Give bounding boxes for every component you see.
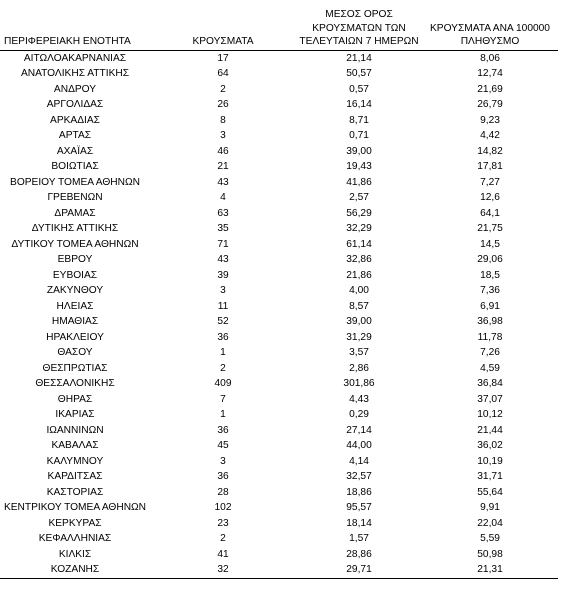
cell-regional-unit: ΑΝΑΤΟΛΙΚΗΣ ΑΤΤΙΚΗΣ [20,68,130,79]
table-row [0,190,558,206]
cell-regional-unit: ΕΥΒΟΙΑΣ [52,269,98,281]
table-row [0,454,558,470]
cell-regional-unit: ΑΝΔΡΟΥ [53,83,97,95]
cell-cases-per-100000: 55,64 [477,486,503,498]
cell-regional-unit: ΓΡΕΒΕΝΩΝ [47,192,103,203]
table-row [0,547,558,563]
cell-7day-average: 2,86 [349,362,369,374]
cell-7day-average: 39,00 [346,316,372,327]
cell-cases: 102 [214,502,232,513]
cell-cases: 35 [217,223,229,234]
cell-cases: 32 [150,562,296,578]
cell-regional-unit: ΙΩΑΝΝΙΝΩΝ [46,424,104,436]
cell-7day-average: 32,57 [346,471,372,482]
cell-cases: 36 [217,331,229,343]
cell-cases: 2 [220,83,226,95]
cell-7day-average: 95,57 [346,502,372,513]
cell-cases-per-100000: 12,6 [480,192,500,203]
cell-regional-unit: ΚΙΛΚΙΣ [58,548,92,560]
table-row [0,159,558,175]
table-row [0,82,558,98]
regional-cases-table [0,8,558,579]
table-row [0,531,558,547]
cell-7day-average: 27,14 [346,424,372,436]
table-row [0,252,558,268]
cell-regional-unit: ΒΟΙΩΤΙΑΣ [51,161,99,172]
cell-7day-average: 2,57 [349,192,369,203]
cell-7day-average: 32,86 [346,254,372,265]
cell-cases-per-100000: 22,04 [477,517,503,529]
cell-7day-average: 1,57 [349,533,369,544]
cell-regional-unit: ΗΛΕΙΑΣ [56,300,94,312]
cell-cases-per-100000: 36,84 [477,378,503,389]
cell-7day-average: 4,43 [349,393,369,405]
cell-cases-per-100000: 50,98 [477,548,503,560]
cell-cases-per-100000: 4,42 [480,130,500,141]
cell-cases: 39 [217,269,229,281]
table-row [0,66,558,82]
cell-cases-per-100000: 10,19 [477,455,503,467]
table-row [0,50,558,66]
table-row [0,361,558,377]
table-row [0,97,558,113]
cell-7day-average: 16,14 [346,99,372,110]
cell-cases-per-100000: 29,06 [477,254,503,265]
cell-cases-per-100000: 64,1 [480,207,500,219]
cell-cases-per-100000: 21,44 [477,424,503,436]
table-row [0,438,558,454]
cell-cases-per-100000: 37,07 [477,393,503,405]
cell-cases: 36 [217,424,229,436]
table-row [0,500,558,516]
cell-regional-unit: ΗΜΑΘΙΑΣ [51,316,99,327]
cell-cases-per-100000: 21,75 [477,223,503,234]
table-row [0,562,558,578]
table-row [0,283,558,299]
cell-7day-average: 41,86 [346,176,372,188]
cell-cases: 21 [217,161,229,172]
cell-7day-average: 32,29 [346,223,372,234]
cell-cases: 3 [220,285,226,296]
cell-cases-per-100000: 31,71 [477,471,503,482]
cell-cases-per-100000: 36,02 [477,440,503,451]
table-row [0,206,558,222]
cell-cases-per-100000: 9,23 [480,114,500,126]
cell-cases: 3 [220,130,226,141]
cell-cases: 4 [220,192,226,203]
cell-regional-unit: ΔΥΤΙΚΗΣ ΑΤΤΙΚΗΣ [31,223,119,234]
table-row [0,314,558,330]
cell-regional-unit: ΘΕΣΣΑΛΟΝΙΚΗΣ [35,378,115,389]
cell-cases: 409 [214,378,232,389]
cell-7day-average: 301,86 [343,378,375,389]
cell-7day-average: 0,29 [349,409,369,420]
table-row [0,299,558,315]
header-regional-unit: ΠΕΡΙΦΕΡΕΙΑΚΗ ΕΝΟΤΗΤΑ [0,8,150,50]
cell-cases-per-100000: 4,59 [480,362,500,374]
cell-7day-average: 56,29 [346,207,372,219]
cell-7day-average: 3,57 [349,347,369,358]
cell-7day-average: 28,86 [346,548,372,560]
table-row [0,237,558,253]
table-row [0,268,558,284]
cell-regional-unit: ΚΑΛΥΜΝΟΥ [46,455,104,467]
cell-7day-average: 8,57 [349,300,369,312]
cell-cases-per-100000: 14,5 [480,238,500,250]
table-row [0,330,558,346]
cell-cases-per-100000: 21,69 [477,83,503,95]
cell-cases-per-100000: 7,36 [480,285,500,296]
cell-regional-unit: ΚΕΦΑΛΛΗΝΙΑΣ [38,533,112,544]
table-row [0,469,558,485]
cell-cases-per-100000: 26,79 [477,99,503,110]
header-cases: ΚΡΟΥΣΜΑΤΑ [150,8,296,50]
cell-cases: 41 [217,548,229,560]
cell-7day-average: 31,29 [346,331,372,343]
cell-regional-unit: ΚΑΒΑΛΑΣ [51,440,99,451]
cell-cases-per-100000: 9,91 [480,502,500,513]
cell-7day-average: 19,43 [346,161,372,172]
table-row [0,175,558,191]
cell-cases: 64 [217,68,229,79]
table-header-row [0,8,558,50]
table-row [0,392,558,408]
cell-cases-per-100000: 36,98 [477,316,503,327]
cell-7day-average: 8,71 [349,114,369,126]
cell-cases: 3 [220,455,226,467]
cell-7day-average: 21,14 [346,52,372,64]
cell-7day-average: 0,71 [349,130,369,141]
cell-cases: 43 [217,176,229,188]
cell-7day-average: 4,00 [349,285,369,296]
table-body [0,50,558,578]
table-row [0,144,558,160]
table-row [0,128,558,144]
cell-7day-average: 39,00 [346,145,372,157]
cell-cases-per-100000: 8,06 [480,52,500,64]
table-row [0,485,558,501]
cell-regional-unit: ΑΧΑΪΑΣ [56,145,94,157]
cell-cases: 43 [217,254,229,265]
table-row [0,407,558,423]
cell-regional-unit: ΕΒΡΟΥ [57,254,93,265]
cell-cases-per-100000: 18,5 [480,269,500,281]
cell-regional-unit: ΚΟΖΑΝΗΣ [0,562,150,578]
cell-cases-per-100000: 5,59 [480,533,500,544]
cell-cases-per-100000: 6,91 [480,300,500,312]
cell-cases-per-100000: 12,74 [477,68,503,79]
cell-regional-unit: ΘΑΣΟΥ [57,347,93,358]
cell-cases-per-100000: 11,78 [477,331,503,343]
cell-regional-unit: ΚΕΡΚΥΡΑΣ [48,517,102,529]
table-row [0,113,558,129]
cell-cases: 63 [217,207,229,219]
cell-cases-per-100000: 7,27 [480,176,500,188]
cell-cases: 2 [220,533,226,544]
cell-regional-unit: ΖΑΚΥΝΘΟΥ [46,285,104,296]
cell-7day-average: 50,57 [346,68,372,79]
cell-regional-unit: ΘΗΡΑΣ [57,393,93,405]
cell-cases-per-100000: 21,31 [422,562,558,578]
cell-cases: 7 [220,393,226,405]
cell-regional-unit: ΙΚΑΡΙΑΣ [55,409,95,420]
header-7day-average: ΜΕΣΟΣ ΟΡΟΣ ΚΡΟΥΣΜΑΤΩΝ ΤΩΝ ΤΕΛΕΥΤΑΙΩΝ 7 ΗΜΕΡΩΝ [296,8,422,50]
cell-7day-average: 44,00 [346,440,372,451]
cell-cases: 71 [217,238,229,250]
cell-cases: 17 [217,52,229,64]
cell-7day-average: 18,86 [346,486,372,498]
cell-regional-unit: ΗΡΑΚΛΕΙΟΥ [46,331,104,343]
cell-regional-unit: ΔΥΤΙΚΟΥ ΤΟΜΕΑ ΑΘΗΝΩΝ [11,238,139,250]
cell-regional-unit: ΑΡΤΑΣ [58,130,92,141]
cell-cases: 36 [217,471,229,482]
cell-cases: 1 [220,347,226,358]
cell-regional-unit: ΑΡΓΟΛΙΔΑΣ [46,99,104,110]
cell-regional-unit: ΑΙΤΩΛΟΑΚΑΡΝΑΝΙΑΣ [23,52,127,64]
cell-cases: 23 [217,517,229,529]
table-row [0,376,558,392]
header-cases-per-100000: ΚΡΟΥΣΜΑΤΑ ΑΝΑ 100000 ΠΛΗΘΥΣΜΟ [422,8,558,50]
cell-cases: 8 [220,114,226,126]
cell-regional-unit: ΚΕΝΤΡΙΚΟΥ ΤΟΜΕΑ ΑΘΗΝΩΝ [3,502,147,513]
cell-regional-unit: ΑΡΚΑΔΙΑΣ [50,114,100,126]
table-row [0,221,558,237]
cell-7day-average: 29,71 [296,562,422,578]
cell-cases: 26 [217,99,229,110]
table-row [0,345,558,361]
cell-regional-unit: ΒΟΡΕΙΟΥ ΤΟΜΕΑ ΑΘΗΝΩΝ [10,176,140,188]
cell-regional-unit: ΔΡΑΜΑΣ [54,207,96,219]
cell-cases: 52 [217,316,229,327]
table-row [0,516,558,532]
cell-7day-average: 21,86 [346,269,372,281]
cell-cases-per-100000: 17,81 [477,161,503,172]
cell-regional-unit: ΚΑΣΤΟΡΙΑΣ [46,486,104,498]
cell-7day-average: 18,14 [346,517,372,529]
cell-cases: 2 [220,362,226,374]
cell-regional-unit: ΚΑΡΔΙΤΣΑΣ [47,471,103,482]
cell-7day-average: 61,14 [346,238,372,250]
cell-cases: 28 [217,486,229,498]
cell-cases: 1 [220,409,226,420]
cell-cases: 46 [217,145,229,157]
cell-cases: 11 [217,300,229,312]
cell-cases-per-100000: 14,82 [477,145,503,157]
cell-7day-average: 4,14 [349,455,369,467]
table-row [0,423,558,439]
cell-cases: 45 [217,440,229,451]
cell-7day-average: 0,57 [349,83,369,95]
cell-cases-per-100000: 7,26 [480,347,500,358]
cell-regional-unit: ΘΕΣΠΡΩΤΙΑΣ [42,362,108,374]
cell-cases-per-100000: 10,12 [477,409,503,420]
